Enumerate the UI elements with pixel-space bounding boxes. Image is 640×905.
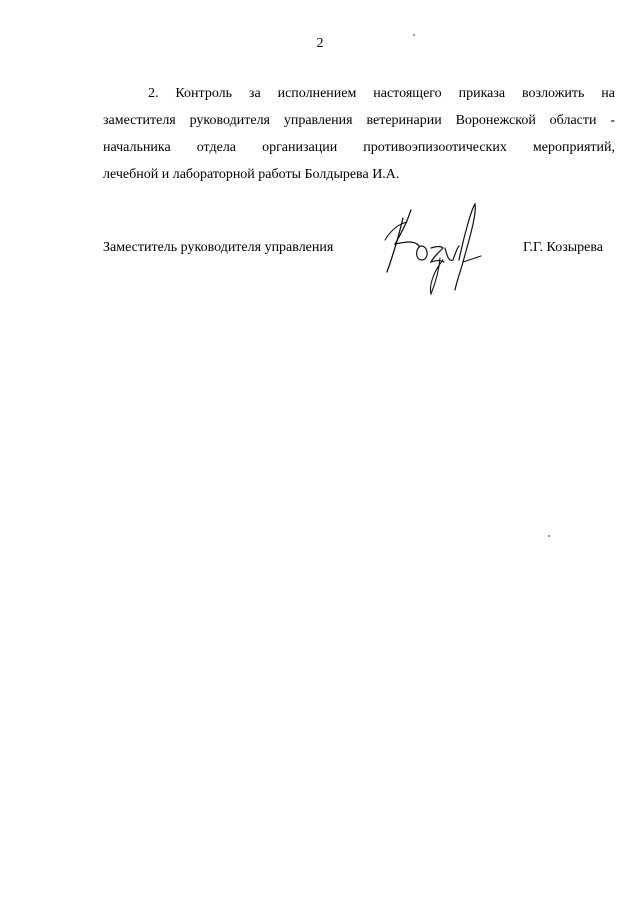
signatory-name: Г.Г. Козырева bbox=[523, 240, 603, 255]
signatory-title: Заместитель руководителя управления bbox=[103, 240, 334, 255]
handwritten-signature bbox=[377, 200, 487, 300]
paragraph-line-4: лечебной и лабораторной работы Болдырева И.А. bbox=[103, 167, 400, 182]
scan-speck bbox=[548, 535, 550, 537]
signature-row bbox=[103, 233, 603, 263]
paragraph-line-1: 2. Контроль за исполнением настоящего приказа возложить на bbox=[148, 86, 615, 101]
scan-speck bbox=[413, 34, 415, 36]
order-paragraph bbox=[103, 80, 615, 188]
paragraph-line-3: начальника отдела организации противоэпизоотических мероприятий, bbox=[103, 140, 615, 155]
paragraph-line-2: заместителя руководителя управления ветеринарии Воронежской области - bbox=[103, 113, 615, 128]
page-number: 2 bbox=[316, 36, 324, 51]
